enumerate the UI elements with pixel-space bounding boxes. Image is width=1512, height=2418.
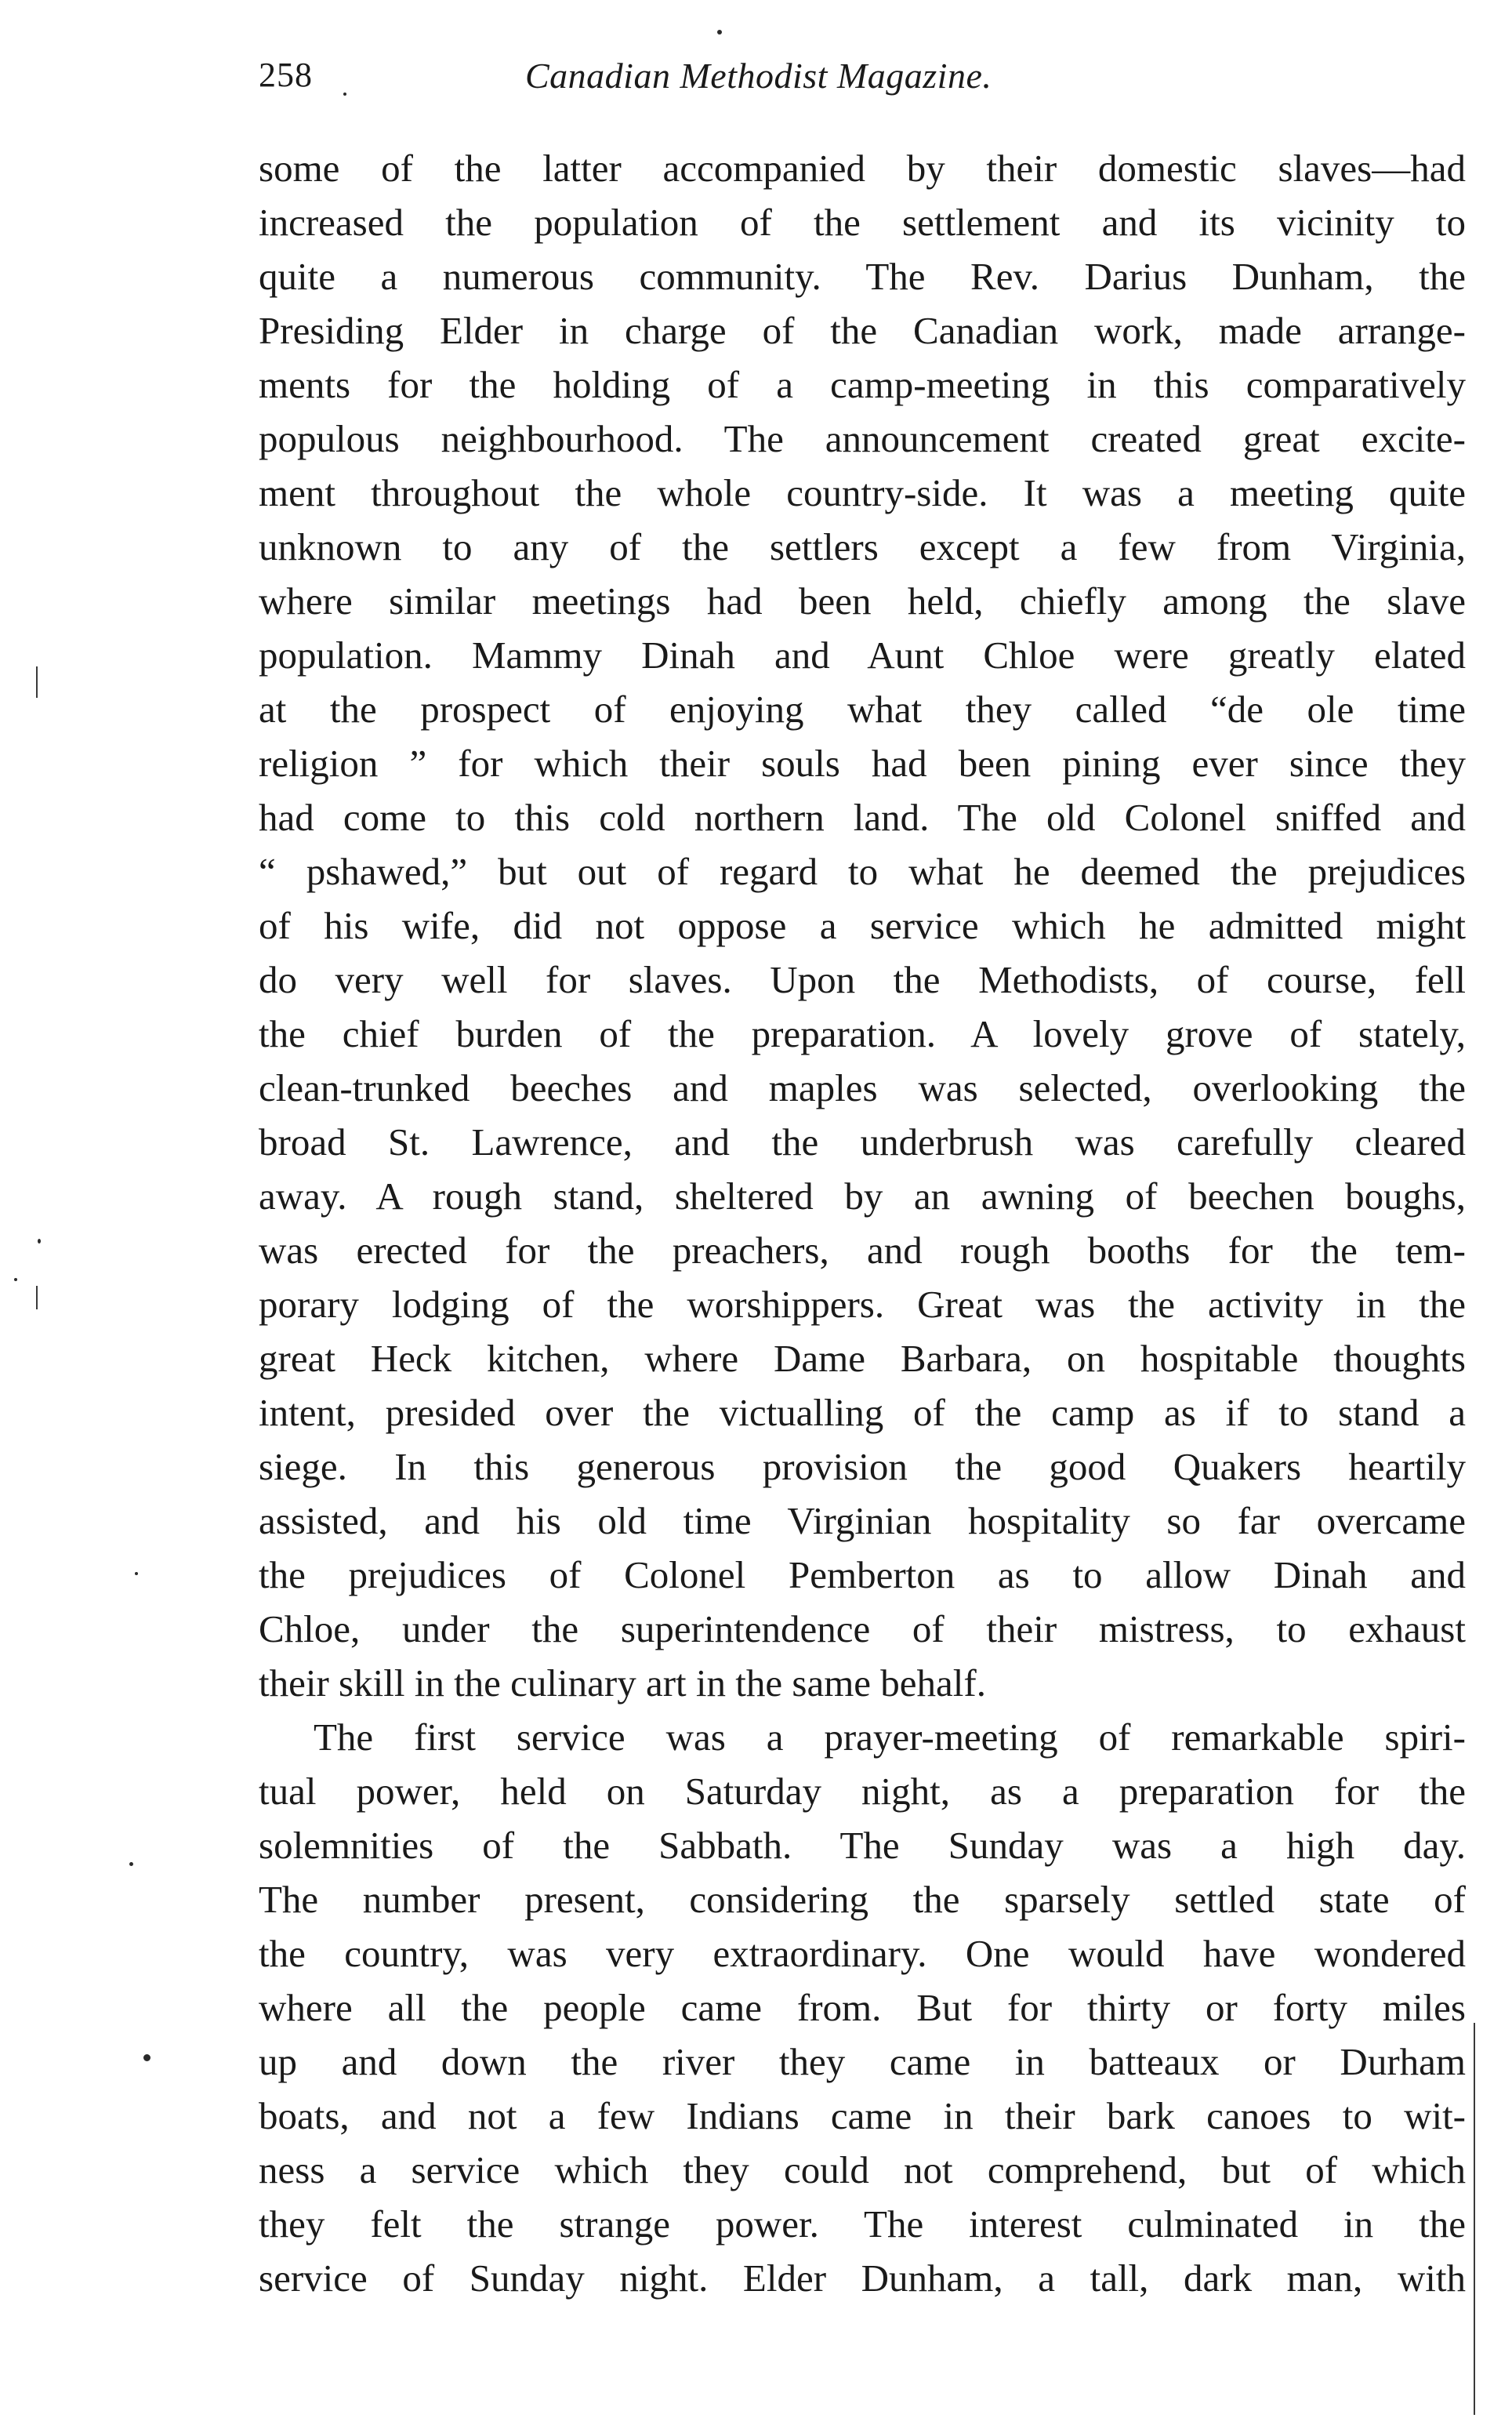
margin-mark: [36, 1286, 38, 1309]
scan-speck: [717, 30, 722, 34]
text-line: “ pshawed,” but out of regard to what he deemed the prejudices: [259, 850, 1466, 893]
margin-mark: [36, 666, 38, 698]
text-line: assisted, and his old time Virginian hospitality so far overcame: [259, 1499, 1466, 1542]
scan-speck: [129, 1862, 133, 1866]
text-line: intent, presided over the victualling of the camp as if to stand a: [259, 1391, 1466, 1434]
text-line: away. A rough stand, sheltered by an awning of beechen boughs,: [259, 1175, 1466, 1218]
body-text: [259, 141, 1466, 2305]
text-line: religion ” for which their souls had been pining ever since they: [259, 742, 1466, 785]
text-line: ments for the holding of a camp-meeting in this comparatively: [259, 363, 1466, 406]
running-head-title: Canadian Methodist Magazine.: [525, 56, 992, 96]
text-line: increased the population of the settlement and its vicinity to: [259, 201, 1466, 244]
scan-speck: [135, 1572, 138, 1575]
text-line: ness a service which they could not comprehend, but of which: [259, 2148, 1466, 2191]
text-line: porary lodging of the worshippers. Great was the activity in the: [259, 1283, 1466, 1326]
running-head: [259, 55, 1254, 110]
scan-speck: [38, 1239, 41, 1243]
text-line: population. Mammy Dinah and Aunt Chloe were greatly elated: [259, 634, 1466, 677]
text-line: solemnities of the Sabbath. The Sunday was a high day.: [259, 1824, 1466, 1867]
scan-speck: [14, 1278, 17, 1281]
text-line: their skill in the culinary art in the same behalf.: [259, 1661, 986, 1705]
text-line: at the prospect of enjoying what they called “de ole time: [259, 688, 1466, 731]
text-line: great Heck kitchen, where Dame Barbara, on hospitable thoughts: [259, 1337, 1466, 1380]
text-line: siege. In this generous provision the good Quakers heartily: [259, 1445, 1466, 1488]
text-line: the country, was very extraordinary. One would have wondered: [259, 1932, 1466, 1975]
text-line: populous neighbourhood. The announcement created great excite-: [259, 417, 1466, 460]
text-line: unknown to any of the settlers except a few from Virginia,: [259, 525, 1466, 568]
page-number: 258: [259, 56, 313, 94]
text-line: The number present, considering the sparsely settled state of: [259, 1878, 1466, 1921]
text-line: Chloe, under the superintendence of their mistress, to exhaust: [259, 1607, 1466, 1650]
text-line: the chief burden of the preparation. A lovely grove of stately,: [259, 1012, 1466, 1055]
text-line: Presiding Elder in charge of the Canadian work, made arrange-: [259, 309, 1466, 352]
text-line: had come to this cold northern land. The old Colonel sniffed and: [259, 796, 1466, 839]
text-line: the prejudices of Colonel Pemberton as to allow Dinah and: [259, 1553, 1466, 1596]
text-line: ment throughout the whole country-side. It was a meeting quite: [259, 471, 1466, 514]
text-line: clean-trunked beeches and maples was selected, overlooking the: [259, 1066, 1466, 1109]
text-line: of his wife, did not oppose a service which he admitted might: [259, 904, 1466, 947]
text-line: they felt the strange power. The interest culminated in the: [259, 2202, 1466, 2246]
text-line: boats, and not a few Indians came in their bark canoes to wit-: [259, 2094, 1466, 2137]
paragraph-1: [259, 141, 1466, 1710]
paragraph-2: [259, 1710, 1466, 2305]
scan-speck: [143, 2054, 150, 2061]
text-line: The first service was a prayer-meeting of remarkable spiri-: [314, 1715, 1466, 1759]
scan-speck: [343, 93, 346, 96]
text-line: was erected for the preachers, and rough booths for the tem-: [259, 1229, 1466, 1272]
text-line: up and down the river they came in batteaux or Durham: [259, 2040, 1466, 2083]
margin-mark: [1474, 2023, 1475, 2415]
text-line: quite a numerous community. The Rev. Darius Dunham, the: [259, 255, 1466, 298]
text-line: where similar meetings had been held, chiefly among the slave: [259, 579, 1466, 623]
text-line: tual power, held on Saturday night, as a preparation for the: [259, 1770, 1466, 1813]
text-line: where all the people came from. But for thirty or forty miles: [259, 1986, 1466, 2029]
text-line: some of the latter accompanied by their domestic slaves—had: [259, 147, 1466, 190]
text-line: service of Sunday night. Elder Dunham, a tall, dark man, with: [259, 2256, 1466, 2300]
text-line: do very well for slaves. Upon the Methodists, of course, fell: [259, 958, 1466, 1001]
text-line: broad St. Lawrence, and the underbrush was carefully cleared: [259, 1120, 1466, 1164]
